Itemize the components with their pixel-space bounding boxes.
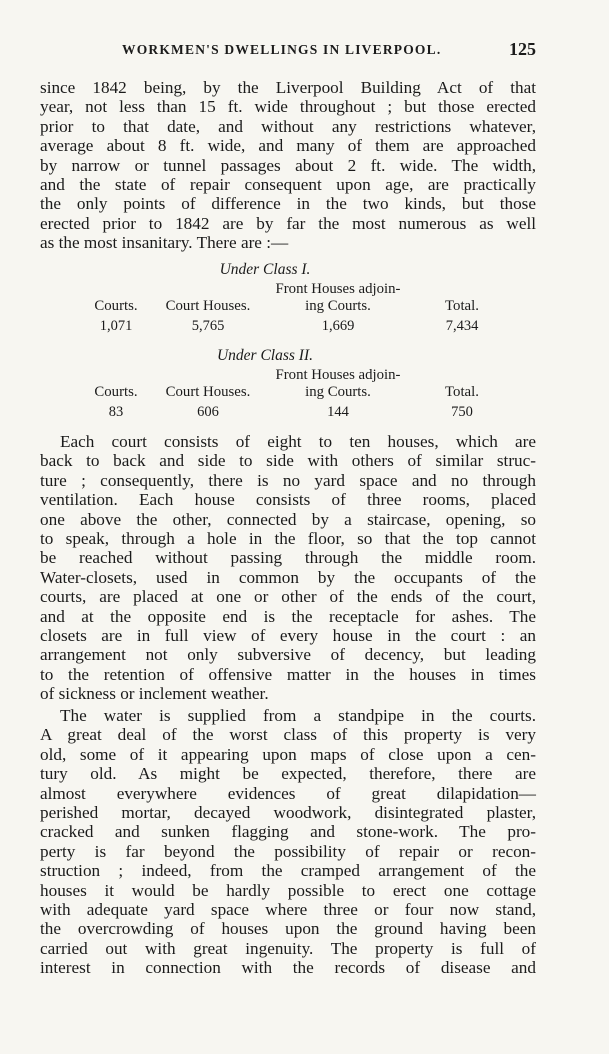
column-header-front-houses-cont: ing Courts. <box>305 298 371 314</box>
text-line: the only points of difference in the two kinds, but those <box>40 194 536 214</box>
text-line: Each court consists of eight to ten houses, which are <box>60 432 536 451</box>
text-line: tury old. As might be expected, therefore, there are <box>40 764 536 784</box>
text-line: Water-closets, used in common by the occupants of the <box>40 567 536 587</box>
column-header-front-houses: Front Houses adjoin- <box>275 367 401 383</box>
text-line: carried out with great ingenuity. The property is full of <box>40 938 536 958</box>
text-line: erected prior to 1842 are by far the most numerous as well <box>40 213 536 233</box>
column-header-front-houses: Front Houses adjoin- <box>275 281 401 297</box>
text-line: The water is supplied from a standpipe in the courts. <box>60 706 536 725</box>
column-header-total: Total. <box>445 298 479 314</box>
value-front-houses: 1,669 <box>321 318 355 334</box>
column-header-total: Total. <box>445 384 479 400</box>
text-line: arrangement not only subversive of decency, but leading <box>40 645 536 665</box>
text-line: average about 8 ft. wide, and many of them are approached <box>40 136 536 156</box>
text-line: prior to that date, and without any restrictions whatever, <box>40 116 536 136</box>
column-header-court-houses: Court Houses. <box>165 298 251 314</box>
text-line: perished mortar, decayed woodwork, disintegrated plaster, <box>40 803 536 823</box>
class-heading-1: Under Class I. <box>219 261 311 278</box>
text-line: closets are in full view of every house in the court : an <box>40 626 536 646</box>
class-heading-2: Under Class II. <box>216 347 313 364</box>
value-court-houses: 606 <box>197 404 219 420</box>
value-front-houses: 144 <box>327 404 349 420</box>
running-title: WORKMEN'S DWELLINGS IN LIVERPOOL. <box>122 42 442 57</box>
column-header-courts: Courts. <box>94 298 138 314</box>
text-line: old, some of it appearing upon maps of close upon a cen- <box>40 744 536 764</box>
text-line: since 1842 being, by the Liverpool Building Act of that <box>40 78 536 97</box>
court-table-class-2 <box>40 366 536 426</box>
paragraph-2 <box>40 432 536 704</box>
paragraph-3 <box>40 706 536 978</box>
text-line: A great deal of the worst class of this property is very <box>40 725 536 745</box>
text-line: be reached without passing through the middle room. <box>40 548 536 568</box>
text-line: ventilation. Each house consists of three rooms, placed <box>40 490 536 510</box>
page-header <box>40 39 536 66</box>
paragraph-1 <box>40 78 536 253</box>
text-line: ture ; consequently, there is no yard space and no through <box>40 470 536 490</box>
page-number: 125 <box>509 39 536 59</box>
text-line: by narrow or tunnel passages about 2 ft. wide. The width, <box>40 155 536 175</box>
text-line: and at the opposite end is the receptacle for ashes. The <box>40 606 536 626</box>
text-line: and the state of repair consequent upon age, are practically <box>40 175 536 195</box>
text-line: almost everywhere evidences of great dilapidation— <box>40 783 536 803</box>
text-line: struction ; indeed, from the cramped arrangement of the <box>40 861 536 881</box>
text-line: year, not less than 15 ft. wide throughout ; but those erected <box>40 97 536 117</box>
column-header-front-houses-cont: ing Courts. <box>305 384 371 400</box>
text-line: the overcrowding of houses upon the ground having been <box>40 919 536 939</box>
value-courts: 1,071 <box>99 318 133 334</box>
text-line: interest in connection with the records of disease and <box>40 958 536 978</box>
court-table-class-1 <box>40 280 536 340</box>
column-header-court-houses: Court Houses. <box>165 384 251 400</box>
text-line: to the retention of offensive matter in the houses in times <box>40 664 536 684</box>
text-line: courts, are placed at one or other of the ends of the court, <box>40 587 536 607</box>
text-line: cracked and sunken flagging and stone-work. The pro- <box>40 822 536 842</box>
text-line: of sickness or inclement weather. <box>40 684 269 704</box>
value-total: 7,434 <box>445 318 479 334</box>
text-line: back to back and side to side with others of similar struc- <box>40 451 536 471</box>
text-line: to speak, through a hole in the floor, so that the top cannot <box>40 529 536 549</box>
text-line: perty is far beyond the possibility of repair or recon- <box>40 841 536 861</box>
text-line: houses it would be hardly possible to erect one cottage <box>40 880 536 900</box>
value-court-houses: 5,765 <box>191 318 225 334</box>
text-line: one above the other, connected by a staircase, opening, so <box>40 509 536 529</box>
text-line: as the most insanitary. There are :— <box>40 233 289 253</box>
value-courts: 83 <box>108 404 124 420</box>
value-total: 750 <box>451 404 473 420</box>
column-header-courts: Courts. <box>94 384 138 400</box>
text-line: with adequate yard space where three or four now stand, <box>40 900 536 920</box>
